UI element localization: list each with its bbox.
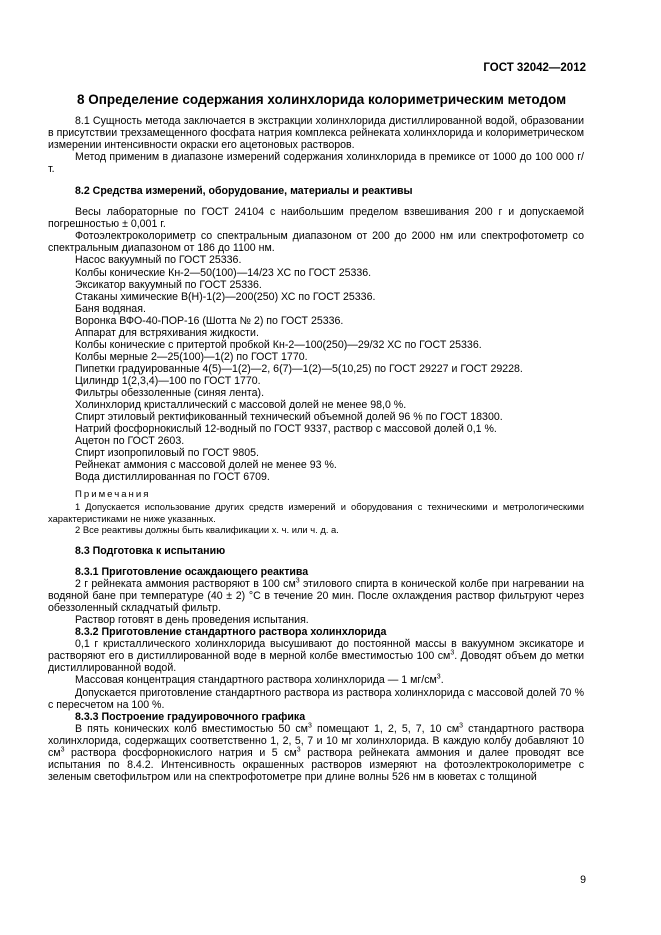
heading-8-3-3: 8.3.3 Построение градуировочного графика xyxy=(75,710,306,723)
equipment-item: Колбы конические Кн-2—50(100)—14/23 ХС по ГОСТ 25336. xyxy=(75,266,372,279)
equipment-item: Ацетон по ГОСТ 2603. xyxy=(75,435,185,448)
heading-8-3-2: 8.3.2 Приготовление стандартного раствора холинхлорида xyxy=(75,626,387,639)
note-2: 2 Все реактивы должны быть квалификации х. ч. или ч. д. а. xyxy=(75,523,339,535)
equipment-item: Холинхлорид кристаллический с массовой долей не менее 98,0 %. xyxy=(75,399,407,412)
page-number: 9 xyxy=(580,874,586,886)
equipment-item: Рейнекат аммония с массовой долей не менее 93 %. xyxy=(75,459,337,472)
paragraph-8-1: 8.1 Сущность метода заключается в экстракции холинхлорида дистиллированной водой, образовании в присутствии трехзамещенного фосфата натрия комплекса рейнеката холинхлорида и колориметрическом измерении интенсивности окраски его ацетоновых растворов. xyxy=(48,115,584,152)
paragraph-8-1-range: Метод применим в диапазоне измерений содержания холинхлорида в премиксе от 1000 до 100 000 г/т. xyxy=(48,151,584,176)
equipment-item: Спирт этиловый ректификованный технический объемной долей 96 % по ГОСТ 18300. xyxy=(75,411,503,424)
standard-header: ГОСТ 32042—2012 xyxy=(483,62,586,74)
section-title: 8 Определение содержания холинхлорида колориметрическим методом xyxy=(77,92,567,107)
equipment-item: Баня водяная. xyxy=(75,302,146,315)
paragraph-8-3-1: 2 г рейнеката аммония растворяют в 100 $см^3$ этилового спирта в конической колбе при нагревании на водяной бане при температуре (40 ± 2) °С в течение 20 мин. После охлаждения раствор фильтруют через обеззоленный складчатый фильтр. xyxy=(48,577,584,615)
notes-heading: Примечания xyxy=(75,489,151,501)
equipment-item: Фильтры обеззоленные (синяя лента). xyxy=(75,386,265,399)
equipment-item: Стаканы химические В(Н)-1(2)—200(250) ХС по ГОСТ 25336. xyxy=(75,290,376,303)
heading-8-3: 8.3 Подготовка к испытанию xyxy=(75,545,226,558)
paragraph-8-3-2: 0,1 г кристаллического холинхлорида высушивают до постоянной массы в вакуумном эксикаторе и растворяют его в дистиллированной воде в мерной колбе вместимостью 100 $см^3$. Доводят объем до метки дистиллированной водой. xyxy=(48,638,584,675)
equipment-item: Колбы мерные 2—25(100)—1(2) по ГОСТ 1770. xyxy=(75,350,308,363)
equipment-item: Воронка ВФО-40-ПОР-16 (Шотта № 2) по ГОСТ 25336. xyxy=(75,314,344,327)
heading-8-2: 8.2 Средства измерений, оборудование, материалы и реактивы xyxy=(75,185,413,198)
equipment-item: Пипетки градуированные 4(5)—1(2)—2, 6(7)—1(2)—5(10,25) по ГОСТ 29227 и ГОСТ 29228. xyxy=(75,362,523,375)
equipment-item: Насос вакуумный по ГОСТ 25336. xyxy=(75,254,242,267)
paragraph-8-3-1-day: Раствор готовят в день проведения испытания. xyxy=(75,614,309,627)
heading-8-3-1: 8.3.1 Приготовление осаждающего реактива xyxy=(75,566,309,579)
equipment-item: Фотоэлектроколориметр со спектральным диапазоном от 200 до 2000 нм или спектрофотометр со спектральным диапазоном от 186 до 1100 нм. xyxy=(48,230,584,255)
equipment-item: Аппарат для встряхивания жидкости. xyxy=(75,326,259,339)
document-body xyxy=(48,115,584,783)
paragraph-8-3-2-concentration: Массовая концентрация стандартного раствора холинхлорида — 1 $мг/см^3$. xyxy=(75,673,444,687)
equipment-item: Натрий фосфорнокислый 12-водный по ГОСТ 9337, раствор с массовой долей 0,1 %. xyxy=(75,423,497,436)
equipment-item: Колбы конические с притертой пробкой Кн-2—100(250)—29/32 ХС по ГОСТ 25336. xyxy=(75,338,482,351)
equipment-item: Спирт изопропиловый по ГОСТ 9805. xyxy=(75,447,259,460)
paragraph-8-3-2-alternative: Допускается приготовление стандартного раствора из раствора холинхлорида с массовой долей 70 % с пересчетом на 100 %. xyxy=(48,686,584,711)
equipment-item: Цилиндр 1(2,3,4)—100 по ГОСТ 1770. xyxy=(75,374,261,387)
note-1: 1 Допускается использование других средств измерений и оборудования с техническими и метрологическими характеристиками не ниже указанных. xyxy=(48,501,584,524)
equipment-item: Весы лабораторные по ГОСТ 24104 с наибольшим пределом взвешивания 200 г и допускаемой погрешностью ± 0,001 г. xyxy=(48,206,584,231)
equipment-item: Вода дистиллированная по ГОСТ 6709. xyxy=(75,471,270,484)
equipment-list xyxy=(48,206,584,483)
paragraph-8-3-3: В пять конических колб вместимостью 50 $см^3$ помещают 1, 2, 5, 7, 10 $см^3$ стандартного раствора холинхлорида, содержащих соответственно 1, 2, 5, 7 и 10 мг холинхлорида. В каждую колбу добавляют 10 $см^3$ раствора фосфорнокислого натрия и 5 $см^3$ раствора рейнеката аммония и далее проводят все испытания по 8.4.2. Интенсивность окрашенных растворов измеряют на фотоэлектроколориметре с зеленым светофильтром или на спектрофотометре при длине волны 526 нм в кюветах с толщиной xyxy=(48,722,584,783)
equipment-item: Эксикатор вакуумный по ГОСТ 25336. xyxy=(75,278,262,291)
